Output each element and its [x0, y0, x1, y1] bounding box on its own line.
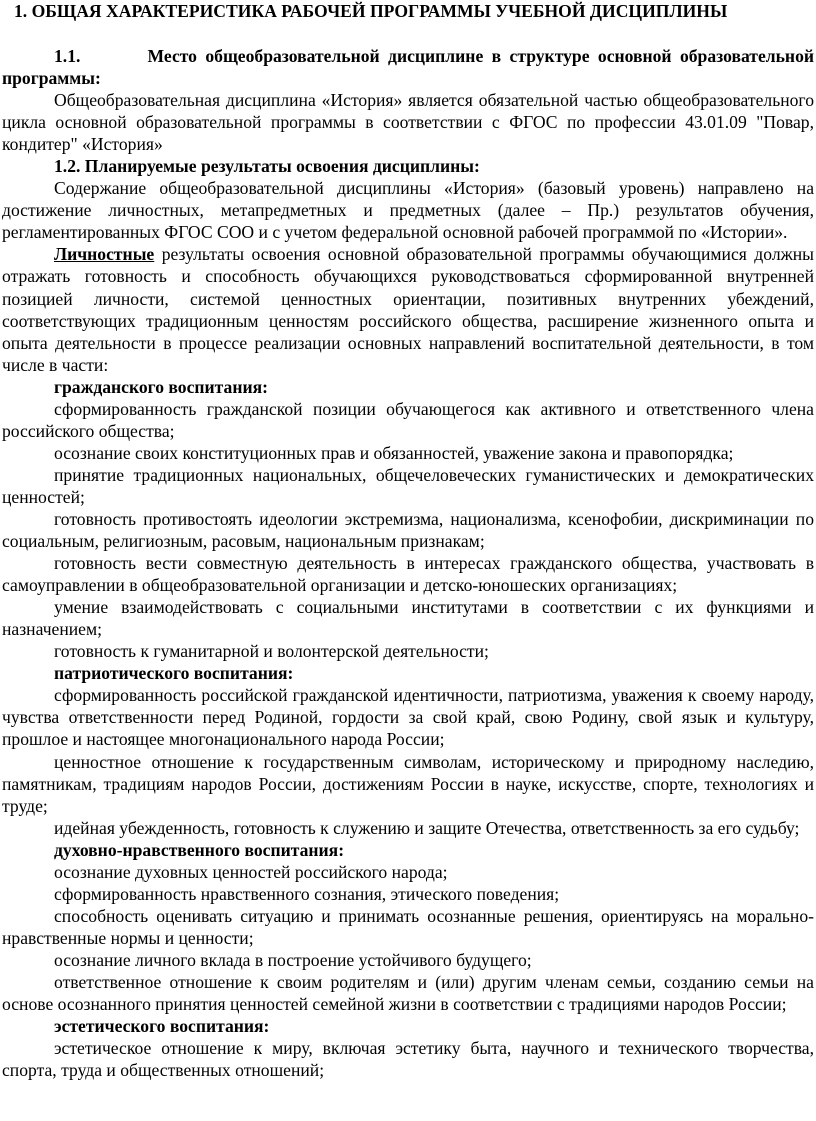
section-1-1-heading: [2, 45, 814, 89]
list-item: осознание личного вклада в построение устойчивого будущего;: [54, 949, 532, 970]
list-item: сформированность нравственного сознания, этического поведения;: [54, 883, 560, 904]
personal-results-text: результаты освоения основной образовательной программы обучающимися должны отражать готовность и способность обучающихся руководствоваться сформированной внутренней позицией личности, системой ценностных ориентации, позитивных внутренних убеждений, соответствующих традиционным ценностям российского общества, расширение жизненного опыта и опыта деятельности в процессе реализации основных направлений воспитательной деятельности, в том числе в части:: [2, 244, 814, 375]
list-item: осознание своих конституционных прав и обязанностей, уважение закона и правопорядка;: [54, 442, 734, 463]
section-1-1-number: 1.1.: [54, 46, 81, 66]
civic-education-label: гражданского воспитания:: [54, 376, 268, 397]
list-item: сформированность гражданской позиции обучающегося как активного и ответственного члена российского общества;: [2, 398, 814, 441]
list-item: способность оценивать ситуацию и принимать осознанные решения, ориентируясь на морально-нравственные нормы и ценности;: [2, 905, 814, 948]
list-item: эстетическое отношение к миру, включая эстетику быта, научного и технического творчества, спорта, труда и общественных отношений;: [2, 1038, 814, 1081]
list-item: идейная убежденность, готовность к служению и защите Отечества, ответственность за его судьбу;: [54, 817, 800, 838]
patriotic-education-label: патриотического воспитания:: [54, 663, 294, 684]
list-item: готовность вести совместную деятельность в интересах гражданского общества, участвовать в самоуправлении в общеобразовательной организации и детско-юношеских организациях;: [2, 553, 814, 596]
list-item: готовность к гуманитарной и волонтерской деятельности;: [54, 641, 489, 662]
personal-results-paragraph: [2, 243, 814, 375]
list-item: умение взаимодействовать с социальными институтами в соответствии с их функциями и назначением;: [2, 597, 814, 640]
list-item: принятие традиционных национальных, общечеловеческих гуманистических и демократических ценностей;: [2, 464, 814, 507]
moral-education-label: духовно-нравственного воспитания:: [54, 839, 345, 860]
personal-results-label: Личностные: [54, 244, 155, 265]
list-item: сформированность российской гражданской идентичности, патриотизма, уважения к своему народу, чувства ответственности перед Родиной, гордости за свой край, свою Родину, свой язык и культуру, прошлое и настоящее многонационального народа России;: [2, 685, 814, 750]
section-1-1-title: Место общеобразовательной дисциплине в структуре основной образовательной программы:: [2, 46, 815, 89]
section-1-2-body: Содержание общеобразовательной дисциплины «История» (базовый уровень) направлено на достижение личностных, метапредметных и предметных (далее – Пр.) результатов обучения, регламентированных ФГОС СОО и с учетом федеральной основной рабочей программой по «Истории».: [2, 178, 814, 243]
spacer: [2, 22, 814, 45]
list-item: осознание духовных ценностей российского народа;: [54, 861, 448, 882]
section-1-2-heading: 1.2. Планируемые результаты освоения дисциплины:: [54, 156, 480, 177]
list-item: готовность противостоять идеологии экстремизма, национализма, ксенофобии, дискриминации по социальным, религиозным, расовым, национальным признакам;: [2, 508, 814, 552]
document-heading: 1. ОБЩАЯ ХАРАКТЕРИСТИКА РАБОЧЕЙ ПРОГРАММЫ УЧЕБНОЙ ДИСЦИПЛИНЫ: [14, 1, 728, 21]
list-item: ценностное отношение к государственным символам, историческому и природному наследию, памятникам, традициям народов России, достижениям России в науке, искусстве, спорте, технологиях и труде;: [2, 751, 814, 816]
aesthetic-education-label: эстетического воспитания:: [54, 1016, 270, 1037]
list-item: ответственное отношение к своим родителям и (или) другим членам семьи, созданию семьи на основе осознанного принятия ценностей семейной жизни в соответствии с традициями народов России;: [2, 971, 814, 1015]
section-1-1-body: Общеобразовательная дисциплина «История» является обязательной частью общеобразовательного цикла основной образовательной программы в соответствии с ФГОС по профессии 43.01.09 "Повар, кондитер" «История»: [2, 90, 814, 155]
